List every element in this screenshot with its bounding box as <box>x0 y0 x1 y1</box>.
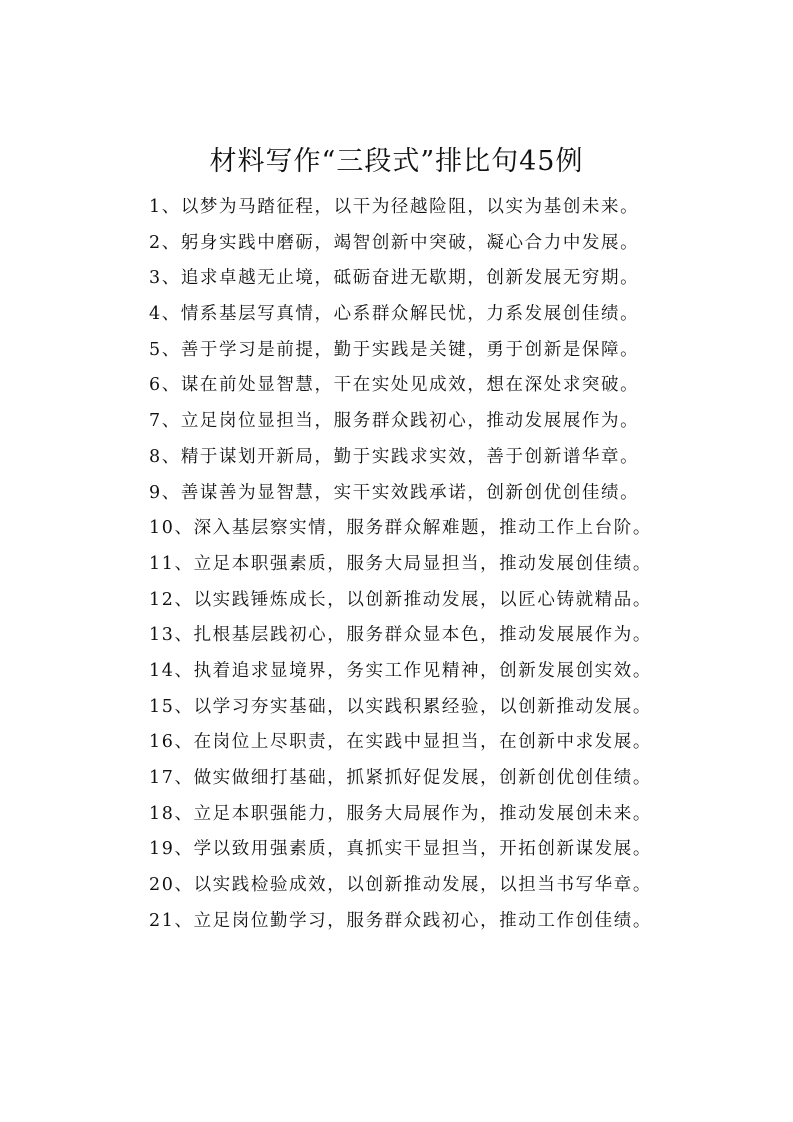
list-item: 4、情系基层写真情，心系群众解民忧，力系发展创佳绩。 <box>149 304 640 325</box>
sentence-list <box>149 190 652 939</box>
list-item: 11、立足本职强素质，服务大局显担当，推动发展创佳绩。 <box>149 553 652 574</box>
list-item: 15、以学习夯实基础，以实践积累经验，以创新推动发展。 <box>149 696 652 717</box>
list-item: 2、躬身实践中磨砺，竭智创新中突破，凝心合力中发展。 <box>149 232 640 253</box>
list-item: 20、以实践检验成效，以创新推动发展，以担当书写华章。 <box>149 875 652 896</box>
list-item: 9、善谋善为显智慧，实干实效践承诺，创新创优创佳绩。 <box>149 482 640 503</box>
list-item: 12、以实践锤炼成长，以创新推动发展，以匠心铸就精品。 <box>149 589 652 610</box>
document-title: 材料写作“三段式”排比句45例 <box>209 146 584 177</box>
list-item: 21、立足岗位勤学习，服务群众践初心，推动工作创佳绩。 <box>149 910 652 931</box>
list-item: 5、善于学习是前提，勤于实践是关键，勇于创新是保障。 <box>149 339 640 360</box>
list-item: 1、以梦为马踏征程，以干为径越险阻，以实为基创未来。 <box>149 197 640 217</box>
list-item: 7、立足岗位显担当，服务群众践初心，推动发展展作为。 <box>149 411 640 432</box>
list-item: 13、扎根基层践初心，服务群众显本色，推动发展展作为。 <box>149 625 652 646</box>
list-item: 8、精于谋划开新局，勤于实践求实效，善于创新谱华章。 <box>149 446 640 467</box>
list-item: 3、追求卓越无止境，砥砺奋进无歇期，创新发展无穷期。 <box>149 268 640 289</box>
list-item: 14、执着追求显境界，务实工作见精神，创新发展创实效。 <box>149 660 652 681</box>
list-item: 10、深入基层察实情，服务群众解难题，推动工作上台阶。 <box>149 518 652 539</box>
list-item: 17、做实做细打基础，抓紧抓好促发展，创新创优创佳绩。 <box>149 768 652 788</box>
list-item: 18、立足本职强能力，服务大局展作为，推动发展创未来。 <box>149 803 652 824</box>
list-item: 16、在岗位上尽职责，在实践中显担当，在创新中求发展。 <box>149 732 652 753</box>
list-item: 6、谋在前处显智慧，干在实处见成效，想在深处求突破。 <box>149 375 640 396</box>
list-item: 19、学以致用强素质，真抓实干显担当，开拓创新谋发展。 <box>149 839 652 860</box>
